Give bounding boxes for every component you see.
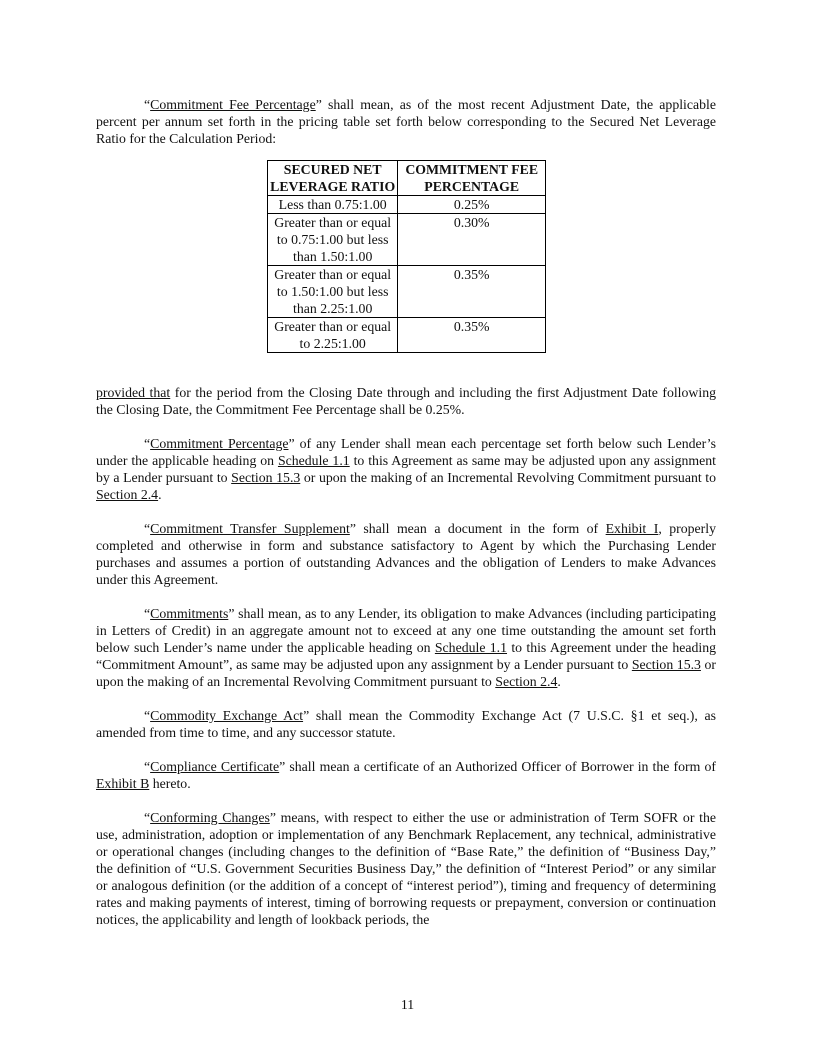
exhibit-reference: Exhibit B: [96, 776, 150, 791]
open-quote: “: [144, 606, 151, 621]
section-reference: Section 2.4: [495, 674, 558, 689]
open-quote: “: [144, 521, 151, 536]
open-quote: “: [144, 759, 151, 774]
definition-commitment-transfer-supplement: [96, 520, 716, 588]
header-secured-net-leverage-ratio: SECURED NET LEVERAGE RATIO: [268, 161, 398, 196]
definition-text: ” shall mean, as to any Lender, its obligation to make Advances (including participating in Letters of Credit) in an aggregate amount not to exceed at any one time outstanding the amount set forth below such Lender’s name under the applicable heading on: [96, 606, 716, 655]
provided-that-paragraph: [96, 384, 716, 418]
defined-term: Commitment Percentage: [150, 436, 289, 451]
header-commitment-fee-percentage: COMMITMENT FEE PERCENTAGE: [398, 161, 546, 196]
exhibit-reference: Exhibit I: [605, 521, 659, 536]
section-reference: Section 15.3: [231, 470, 301, 485]
definition-text: to this Agreement under the heading “Commitment Amount”, as same may be adjusted upon any assignment by a Lender pursuant to: [96, 640, 716, 672]
fee-cell: 0.35%: [398, 318, 546, 353]
fee-cell: 0.30%: [398, 214, 546, 266]
definition-commodity-exchange-act: [96, 707, 716, 741]
ratio-cell: Less than 0.75:1.00: [268, 196, 398, 214]
defined-term: Conforming Changes: [150, 810, 270, 825]
pricing-table: [267, 160, 546, 353]
definition-text: ” shall mean a document in the form of: [349, 521, 606, 536]
defined-term: Commitment Fee Percentage: [150, 97, 316, 112]
fee-cell: 0.35%: [398, 266, 546, 318]
definition-commitment-fee-percentage: [96, 96, 716, 147]
paragraph-text: for the period from the Closing Date through and including the first Adjustment Date following the Closing Date, the Commitment Fee Percentage shall be 0.25%.: [96, 385, 717, 417]
definition-text: ” of any Lender shall mean each percentage set forth below such Lender’s under the applicable heading on: [96, 436, 716, 468]
open-quote: “: [144, 708, 151, 723]
provided-that-term: provided that: [96, 385, 171, 400]
schedule-reference: Schedule 1.1: [434, 640, 508, 655]
defined-term: Compliance Certificate: [150, 759, 280, 774]
definition-text: or upon the making of an Incremental Revolving Commitment pursuant to: [96, 657, 716, 689]
definition-text: ” shall mean a certificate of an Authorized Officer of Borrower in the form of: [279, 759, 716, 774]
definition-text: to this Agreement as same may be adjusted upon any assignment by a Lender pursuant to: [96, 453, 716, 485]
definition-text: or upon the making of an Incremental Revolving Commitment pursuant to: [300, 470, 717, 485]
definition-compliance-certificate: [96, 758, 716, 792]
document-page: [96, 96, 716, 928]
table-row: [268, 318, 546, 353]
definition-commitment-percentage: [96, 435, 716, 503]
definition-text: ” shall mean, as of the most recent Adjustment Date, the applicable percent per annum set forth in the pricing table set forth below corresponding to the Secured Net Leverage Ratio for the Calculation Period:: [96, 97, 716, 146]
definition-text: ” means, with respect to either the use or administration of Term SOFR or the use, administration, adoption or implementation of any Benchmark Replacement, any technical, administrative or operational changes (including changes to the definition of “Base Rate,” the definition of “Business Day,” the definition of “U.S. Government Securities Business Day,” the definition of “Interest Period” or any similar or analogous definition (or the addition of a concept of “interest period”), timing and frequency of determining rates and making payments of interest, timing of borrowing requests or prepayment, conversion or continuation notices, the applicability and length of lookback periods, the: [96, 810, 716, 927]
ratio-cell: Greater than or equal to 2.25:1.00: [268, 318, 398, 353]
definition-text: ” shall mean the Commodity Exchange Act (7 U.S.C. §1 et seq.), as amended from time to time, and any successor statute.: [96, 708, 716, 740]
table-row: [268, 266, 546, 318]
definition-text: .: [557, 674, 561, 689]
open-quote: “: [144, 97, 151, 112]
schedule-reference: Schedule 1.1: [277, 453, 350, 468]
section-reference: Section 2.4: [96, 487, 159, 502]
open-quote: “: [144, 436, 151, 451]
table-row: [268, 196, 546, 214]
definition-conforming-changes: [96, 809, 716, 928]
defined-term: Commitment Transfer Supplement: [150, 521, 350, 536]
section-reference: Section 15.3: [631, 657, 701, 672]
definition-text: , properly completed and otherwise in form and substance satisfactory to Agent by which the Purchasing Lender purchases and assumes a portion of outstanding Advances and the obligation of Lenders to make Advances under this Agreement.: [96, 521, 716, 587]
defined-term: Commodity Exchange Act: [150, 708, 304, 723]
definition-commitments: [96, 605, 716, 690]
defined-term: Commitments: [150, 606, 229, 621]
page-number: 11: [400, 997, 415, 1012]
fee-cell: 0.25%: [398, 196, 546, 214]
open-quote: “: [144, 810, 151, 825]
table-header-row: [268, 161, 546, 196]
ratio-cell: Greater than or equal to 1.50:1.00 but less than 2.25:1.00: [268, 266, 398, 318]
ratio-cell: Greater than or equal to 0.75:1.00 but less than 1.50:1.00: [268, 214, 398, 266]
definition-text: hereto.: [149, 776, 191, 791]
table-row: [268, 214, 546, 266]
definition-text: .: [158, 487, 162, 502]
